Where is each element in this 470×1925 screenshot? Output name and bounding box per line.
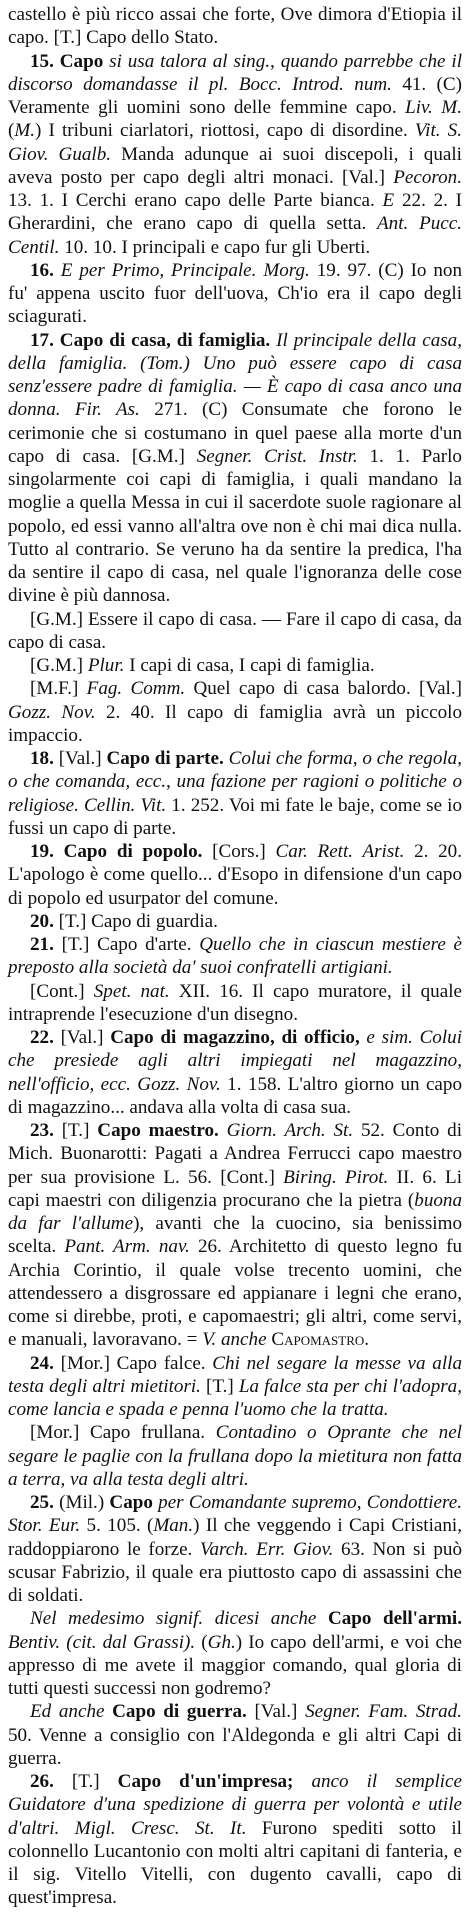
italic-text: buona da far l'allume [8,1189,462,1234]
dictionary-entry [8,747,462,840]
entry-text: 19. 97. (C) Io non fu' appena uscito fuor dell'uova, Ch'io era il capo degli sciagurati. [8,259,463,328]
entry-text: 1. 158. L'altro giorno un capo di magazzino... andava alla volta di casa sua. [8,1073,462,1118]
entry-number: 20. [30,910,59,932]
entry-text: ( [201,1631,208,1653]
italic-text: Chi nel segare la messe va alla testa degli altri mietitori. [8,1352,462,1397]
dictionary-entry [8,259,462,329]
entry-text: [G.M.] Essere il capo di casa. — Fare il capo di casa, da capo di casa. [8,608,462,653]
entry-text: Manda adunque ai suoi discepoli, i quali aveva posto per capo degli altri monaci. [Val.] [8,143,462,188]
small-caps-text: Capomastro. [271,1329,370,1351]
entry-text: 26. Architetto di questo legno fu Archia Corintio, il quale volse trecento uomini, che attendessero a disgrossare ed appianare i legni che erano, come si direbbe, proti, e capomaestri; gli altri, come servi, e manuali, lavoravano. = [8,1236,462,1351]
entry-number: 26. [30,1771,72,1792]
dictionary-entry [8,3,462,50]
italic-text: Pecoron. [393,166,462,188]
entry-text: [Mor.] Capo frullana. [30,1422,216,1444]
entry-text: [T.] Capo d'arte. [61,934,200,955]
dictionary-entry [8,1700,462,1770]
entry-text: [Val.] [60,1027,111,1048]
entry-text: [T.] [61,1120,98,1141]
italic-text: Fag. Comm. [86,678,194,700]
entry-text: ) I tribuni ciarlatori, riottosi, capo di disordine. [35,120,415,142]
italic-text: Pant. Arm. nav. [64,1236,198,1258]
dictionary-entry [8,980,462,1027]
italic-text: Spet. nat. [93,980,179,1002]
headword: Capo di guerra. [112,1701,255,1723]
italic-text: Ed anche [30,1701,113,1723]
entry-text: ) Il che veggendo i Capi Cristiani, raddoppiarono le forze. [8,1515,462,1560]
entry-text: 63. Non si può scusar Fabrizio, il quale era piuttosto capo di assassini che di soldati. [8,1538,462,1606]
italic-text: Contadino o Oprante che nel segare le paglie con la frullana dopo la mietitura non fatta a terra, va alla testa degli altri. [8,1422,462,1490]
headword: Capo [59,50,110,72]
entry-text: ), avanti che la cuocino, sia benissimo scelta. [8,1213,462,1258]
entry-text: [T.] [206,1375,239,1397]
headword: Capo dell'armi. [327,1608,462,1630]
entry-text: castello è più ricco assai che forte, Ove dimora d'Etiopia il capo. [T.] Capo dello Stato. [8,4,462,49]
italic-text: Giorn. Arch. St. [226,1120,361,1141]
entry-text: (Mil.) [59,1492,110,1513]
dictionary-entry [8,1026,462,1119]
entry-number: 24. [30,1352,61,1374]
italic-text: Colui che forma, o che regola, o che comanda, ecc., una fazione per ragioni o politiche o religiose. Cellin. Vit. [8,748,463,816]
dictionary-entry [8,608,462,655]
entry-text: [G.M.] [30,655,88,676]
italic-text: Car. Rett. Arist. [275,841,415,862]
entry-text: 1. 252. Voi mi fate le baje, come se io fussi un capo di parte. [8,794,463,839]
italic-text: Varch. Err. Giov. [199,1538,342,1560]
italic-text: e sim. Colui che presiede agli altri impiegati nel magazzino, nell'officio, ecc. Gozz. Nov. [8,1027,463,1095]
italic-text: per Comandante supremo, Condottiere. Stor. Eur. [8,1492,462,1537]
dictionary-entry [8,329,462,608]
headword: Capo maestro. [97,1120,227,1141]
italic-text: Bentiv. (cit. dal Grassi). [8,1631,202,1653]
entry-text: [T.] Capo di guardia. [58,910,218,932]
entry-number: 18. [30,748,59,769]
dictionary-entry [8,1352,462,1422]
entry-number: 25. [30,1492,60,1513]
entry-text: 13. 1. I Cerchi erano capo delle Parte bianca. [8,190,383,211]
italic-text: Man. [153,1515,194,1537]
italic-text: Segner. Fam. Strad. [305,1701,462,1723]
italic-text: Biring. Pirot. [283,1166,397,1188]
entry-text: [Cont.] [30,980,94,1002]
italic-text: M. [14,120,36,142]
italic-text: anco il semplice Guidatore d'una spedizione di guerra per volontà e utile d'altri. Migl. Cresc. St. It. [8,1771,462,1839]
italic-text: Quello che in ciascun mestiere è preposto alla società da' suoi confratelli artigiani. [8,934,463,979]
dictionary-entry [8,677,462,747]
entry-text: 2. 20. L'apologo è come quello... d'Esopo in difensione d'un capo di popolo ed usurpator del comune. [8,841,463,909]
italic-text: Gh. [207,1631,236,1653]
entry-text: ( [8,120,15,142]
headword: Capo di parte. [106,748,229,769]
entry-text: ) Io capo dell'armi, e voi che appresso di me avete il maggior comando, qual gloria di tutti questi successi non godremo? [8,1631,462,1699]
dictionary-entry [8,1119,462,1352]
entry-text: 10. 10. I principali e capo fur gli Uberti. [64,236,371,258]
headword: Capo di magazzino, di officio, [110,1027,367,1048]
entry-text: Quel capo di casa balordo. [Val.] [193,678,462,700]
italic-text: Vit. S. Giov. Gualb. [8,120,462,165]
italic-text: E [382,190,402,211]
italic-text: Segner. Crist. Instr. [196,445,370,467]
italic-text: si usa talora al sing., quando parrebbe che il discorso domandasse il pl. Bocc. Introd. num. [8,50,462,95]
entry-text: [Cors.] [212,841,276,862]
dictionary-entry [8,933,462,980]
headword: Capo d'un'impresa; [117,1771,312,1792]
italic-text: Il principale della casa, della famiglia. [8,329,462,374]
dictionary-entry [8,50,462,259]
italic-text: Plur. [87,655,130,676]
italic-text: E per Primo, Principale. Morg. [60,259,317,281]
entry-text: [M.F.] [30,678,87,700]
dictionary-entry [8,654,462,677]
entry-text: I capi di casa, I capi di famiglia. [129,655,375,676]
italic-text: Liv. M. [405,97,462,118]
entry-number: 17. [30,329,60,351]
italic-text: Nel medesimo signif. dicesi anche [30,1608,328,1630]
entry-number: 15. [30,50,60,72]
entry-text: Furono spediti sotto il colonnello Lucantonio con molti altri capitani di fanteria, e il sig. Vitello Vitelli, con dugento cavalli, capo di quest'impresa. [8,1817,462,1909]
dictionary-entry [8,840,462,910]
italic-text: Uno può essere capo di casa senz'essere padre di famiglia. — È capo di casa anco una donna. Fir. As. [8,352,462,421]
entry-number: 21. [30,934,62,955]
entry-text: 50. Venne a consiglio con l'Aldegonda e gli altri Capi di guerra. [8,1724,462,1769]
entry-number: 23. [30,1120,62,1141]
italic-text: La falce sta per chi l'adopra, come lancia e spada e penna l'uomo che la tratta. [8,1375,462,1420]
entry-text: [T.] [71,1771,118,1792]
entry-text: 41. (C) Veramente gli uomini sono delle femmine capo. [8,73,462,118]
italic-text: (Tom.) [140,352,203,374]
entry-text: [Val.] [254,1701,306,1723]
italic-text: V. anche [202,1329,272,1351]
entry-text: 271. (C) Consumate che forono le cerimonie che si costumano in quel paese alla morte d'un capo di casa. [G.M.] [8,399,463,467]
headword: Capo [109,1492,159,1513]
entry-text: [Mor.] Capo falce. [60,1352,213,1374]
italic-text: Gozz. Nov. [8,701,106,723]
entry-text: 52. Conto di Mich. Buonarotti: Pagati a Andrea Ferrucci capo maestro per sua provisione L. 56. [Cont.] [8,1120,463,1188]
entry-text: XII. 16. Il capo muratore, il quale intraprende l'esecuzione d'un disegno. [8,980,462,1025]
dictionary-entry [8,1607,462,1700]
italic-text: Ant. Pucc. Centil. [8,213,462,258]
entry-text: 2. 40. Il capo di famiglia avrà un piccolo impaccio. [8,701,462,746]
dictionary-entry [8,910,462,933]
entry-number: 22. [30,1027,61,1048]
headword: Capo di casa, di famiglia. [59,329,277,351]
entry-number: 16. [30,259,61,281]
headword: Capo di popolo. [63,841,213,862]
entry-text: II. 6. Li capi maestri con diligenzia procurano che la pietra ( [8,1166,462,1211]
entry-text: 22. 2. I Gherardini, che erano capo di quella setta. [8,190,463,235]
entry-text: 1. 1. Parlo singolarmente coi capi di famiglia, i quali mandano la moglie a quella Messa in cui il sacerdote suole ragionare al popolo, ed essi vanno all'altra ove non è chi mai dica nulla. Tutto al contrario. Se veruno ha da sentire la predica, l'ha da sentire il capo di casa, nel quale l'ignoranza delle cose divine è più dannosa. [8,445,462,607]
entry-text: 5. 105. ( [86,1515,154,1537]
entry-number: 19. [30,841,64,862]
dictionary-entry [8,1421,462,1491]
dictionary-entry [8,1770,462,1910]
entry-text: [Val.] [58,748,107,769]
dictionary-entry [8,1491,462,1607]
